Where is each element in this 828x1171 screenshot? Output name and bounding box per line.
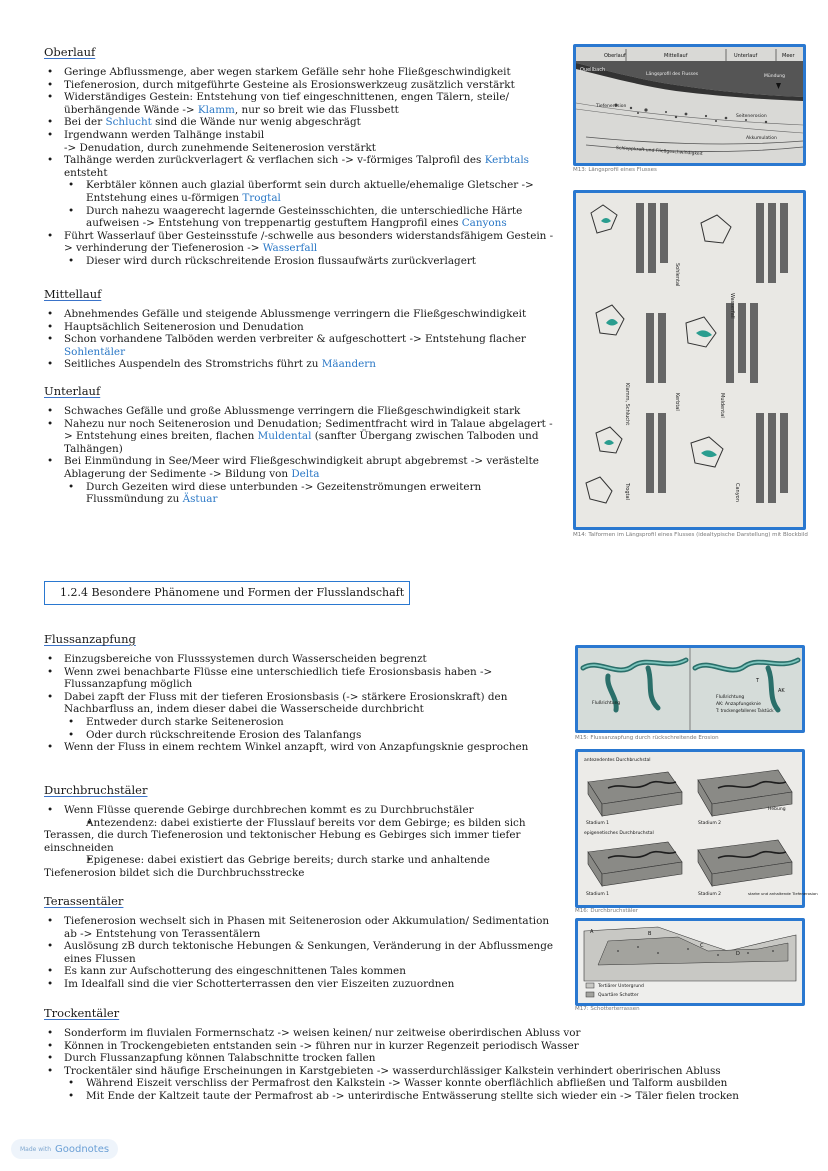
fig1-label-oberlauf: Oberlauf bbox=[604, 53, 626, 59]
fig1-label-schleppkraft: Schleppkraft und Fließgeschwindigkeit bbox=[615, 146, 703, 158]
list-item: • Geringe Abflussmenge, aber wegen starkem Gefälle sehr hohe Fließgeschwindigkeit bbox=[44, 66, 554, 79]
goodnotes-badge[interactable] bbox=[11, 1139, 118, 1159]
list-item: • Bei der Schlucht sind die Wände nur wenig abgeschrägt bbox=[44, 116, 554, 129]
figure-talformen bbox=[573, 190, 806, 530]
fig4-label-stadium1b: Stadium 1 bbox=[586, 892, 610, 897]
caption-m13: M13: Längsprofil eines Flusses bbox=[573, 167, 657, 173]
list-item: • Bei Einmündung in See/Meer wird Fließgeschwindigkeit abrupt abgebremst -> verästelte Ablagerung der Sedimente -> Bildung von Delta bbox=[44, 455, 554, 480]
list-item: • Durch Gezeiten wird diese unterbunden -> Gezeitenströmungen erweitern Flussmündung zu Ästuar bbox=[44, 481, 554, 506]
caption-m15: M15: Flussanzapfung durch rückschreitende Erosion bbox=[575, 735, 719, 741]
fig5-label-b: B bbox=[648, 931, 652, 937]
list-item: • Können in Trockengebieten entstanden sein -> führen nur in kurzer Regenzeit periodisch Wasser bbox=[44, 1040, 814, 1053]
caption-m14: M14: Talformen im Längsprofil eines Flusses (idealtypische Darstellung) mit Blockbild bbox=[573, 532, 808, 538]
fig2-label-muldental: Muldental bbox=[719, 393, 725, 418]
section-flussanzapfung bbox=[44, 632, 554, 754]
fig1-label-akkumulation: Akkumulation bbox=[746, 136, 777, 141]
fig5-label-tertiaer: Tertiärer Untergrund bbox=[598, 984, 644, 989]
fig5-label-d: D bbox=[736, 951, 740, 957]
list-item: • Hauptsächlich Seitenerosion und Denudation bbox=[44, 321, 554, 334]
fig4-label-hebung: Hebung bbox=[768, 807, 786, 812]
section-oberlauf bbox=[44, 45, 554, 268]
heading-oberlauf: Oberlauf bbox=[44, 45, 96, 59]
list-item: • Irgendwann werden Talhänge instabil bbox=[44, 129, 554, 142]
list-item: • Es kann zur Aufschotterung des eingeschnittenen Tales kommen bbox=[44, 965, 554, 978]
fig3-label-trocken: T: trockengefallenes Talstück bbox=[716, 708, 774, 713]
list-item: • Nahezu nur noch Seitenerosion und Denudation; Sedimentfracht wird in Talaue abgelagert -> Entstehung eines breiten, flachen Muldental (sanfter Übergang zwischen Talboden und Talhängen) bbox=[44, 418, 554, 456]
list-item: • Abnehmendes Gefälle und steigende Ablussmenge verringern die Fließgeschwindigkeit bbox=[44, 308, 554, 321]
fig3-label-t: T bbox=[756, 678, 760, 684]
heading-flussanzapfung: Flussanzapfung bbox=[44, 632, 136, 646]
fig3-label-ak: AK bbox=[778, 688, 785, 694]
caption-m16: M16: Durchbruchstäler bbox=[575, 908, 639, 914]
list-item: • Seitliches Auspendeln des Stromstrichs führt zu Mäandern bbox=[44, 358, 554, 371]
fig4-label-stadium1a: Stadium 1 bbox=[586, 821, 610, 826]
fig4-label-stadium2a: Stadium 2 bbox=[698, 821, 722, 826]
list-item: • Einzugsbereiche von Flusssystemen durch Wasserscheiden begrenzt bbox=[44, 653, 554, 666]
heading-unterlauf: Unterlauf bbox=[44, 384, 101, 398]
heading-durchbruchstaeler: Durchbruchstäler bbox=[44, 783, 148, 797]
durchbruchstaeler-diagram bbox=[578, 752, 818, 905]
heading-terassentaeler: Terassentäler bbox=[44, 894, 124, 908]
fig2-label-trogtal: Trogtal bbox=[624, 483, 630, 500]
section-unterlauf bbox=[44, 384, 554, 506]
list-item: • Im Idealfall sind die vier Schotterterrassen den vier Eiszeiten zuzuordnen bbox=[44, 978, 554, 991]
list-item: • Auslösung zB durch tektonische Hebungen & Senkungen, Veränderung in der Abflussmenge eines Flussen bbox=[44, 940, 554, 965]
list-item: • Schwaches Gefälle und große Ablussmenge verringern die Fließgeschwindigkeit stark bbox=[44, 405, 554, 418]
made-with-label: Made with bbox=[20, 1145, 51, 1153]
fig5-label-quartaer: Quartäre Schotter bbox=[598, 993, 639, 998]
fig2-label-canyon: Canyon bbox=[734, 483, 740, 502]
list-item: • Dabei zapft der Fluss mit der tieferen Erosionsbasis (-> stärkere Erosionskraft) den Nachbarfluss an, indem dieser dabei die Wasserscheide durchbricht bbox=[44, 691, 554, 716]
fig4-label-antezedent: antezedentes Durchbruchstal bbox=[584, 758, 651, 763]
figure-durchbruchstaeler bbox=[575, 749, 818, 908]
list-item: • Entweder durch starke Seitenerosion bbox=[44, 716, 554, 729]
fig1-label-muendung: Mündung bbox=[764, 74, 786, 79]
fig2-label-wasserfall: Wasserfall bbox=[729, 293, 735, 319]
list-item: • Wenn zwei benachbarte Flüsse eine unterschiedlich tiefe Erosionsbasis haben -> Flussanzapfung möglich bbox=[44, 666, 554, 691]
list-item: • Antezendenz: dabei existierte der Flusslauf bereits vor dem Gebirge; es bilden sich Terassen, die durch Tiefenerosion und tektonischer Hebung es Gebirges sich immer tiefer einschneiden bbox=[44, 817, 554, 855]
list-item: -> Denudation, durch zunehmende Seitenerosion verstärkt bbox=[64, 141, 376, 154]
fig3-label-anzapfungsknie: AK: Anzapfungsknie bbox=[716, 702, 761, 707]
section-title: 1.2.4 Besondere Phänomene und Formen der Flusslandschaft bbox=[60, 586, 405, 599]
goodnotes-brand: Goodnotes bbox=[55, 1143, 110, 1155]
fig3-label-flussrichtung-2: Flußrichtung bbox=[716, 695, 745, 700]
fig1-label-seitenerosion: Seitenerosion bbox=[736, 114, 767, 119]
figure-laengsprofil bbox=[573, 44, 806, 166]
list-item: • Widerständiges Gestein: Entstehung von tief eingeschnittenen, engen Tälern, steile/ überhängende Wände -> Klamm, nur so breit wie das Flussbett bbox=[44, 91, 554, 116]
list-item: • Talhänge werden zurückverlagert & verflachen sich -> v-förmiges Talprofil des Kerbtals entsteht bbox=[44, 154, 554, 179]
fig1-label-tiefenerosion: Tiefenerosion bbox=[596, 104, 627, 109]
fig4-label-stadium2b: Stadium 2 bbox=[698, 892, 722, 897]
list-item: • Trockentäler sind häufige Erscheinungen in Karstgebieten -> wasserdurchlässiger Kalkstein verhindert oberirischen Abluss bbox=[44, 1065, 814, 1078]
fig1-label-meer: Meer bbox=[782, 53, 795, 59]
fig4-label-tiefenerosion: starke und anhaltende Tiefenerosion bbox=[748, 891, 818, 896]
fig4-label-epigenetisch: epigenetisches Durchbruchstal bbox=[584, 831, 654, 836]
list-item: • Schon vorhandene Talböden werden verbreiter & aufgeschottert -> Entstehung flacher Sohlentäler bbox=[44, 333, 554, 358]
list-item: • Führt Wasserlauf über Gesteinsstufe /-schwelle aus besonders widerstandsfähigem Gestein -> verhinderung der Tiefenerosion -> Wasserfall bbox=[44, 230, 554, 255]
list-item: • Durch Flussanzapfung können Talabschnitte trocken fallen bbox=[44, 1052, 814, 1065]
flussanzapfung-diagram bbox=[578, 648, 802, 730]
caption-m17: M17: Schotterterrassen bbox=[575, 1006, 640, 1012]
fig2-label-sohlental: Sohlental bbox=[674, 263, 680, 287]
section-trockentaeler bbox=[44, 1006, 814, 1103]
fig2-label-kerbtal: Kerbtal bbox=[674, 393, 680, 411]
fig1-label-laengsprofil: Längsprofil des Flusses bbox=[646, 72, 699, 77]
heading-mittellauf: Mittellauf bbox=[44, 287, 102, 301]
fig1-label-unterlauf: Unterlauf bbox=[734, 53, 758, 59]
figure-schotterterrassen bbox=[575, 918, 805, 1006]
list-item: • Tiefenerosion, durch mitgeführte Gesteine als Erosionswerkzeug zusätzlich verstärkt bbox=[44, 79, 554, 92]
list-item: • Dieser wird durch rückschreitende Erosion flussaufwärts zurückverlagert bbox=[44, 255, 554, 268]
list-item: • Sonderform im fluvialen Formernschatz -> weisen keinen/ nur zeitweise oberirdischen Abluss vor bbox=[44, 1027, 814, 1040]
figure-flussanzapfung bbox=[575, 645, 805, 733]
fig1-label-quellbach: Quellbach bbox=[580, 67, 606, 73]
list-item: • Wenn Flüsse querende Gebirge durchbrechen kommt es zu Durchbruchstäler bbox=[44, 804, 554, 817]
list-item: • Wenn der Fluss in einem rechtem Winkel anzapft, wird von Anzapfungsknie gesprochen bbox=[44, 741, 554, 754]
fig3-label-flussrichtung-1: Flußrichtung bbox=[592, 701, 621, 706]
schotterterrassen-diagram bbox=[578, 921, 802, 1003]
section-mittellauf bbox=[44, 287, 554, 371]
list-item: • Tiefenerosion wechselt sich in Phasen mit Seitenerosion oder Akkumulation/ Sedimentation ab -> Entstehung von Terassentälern bbox=[44, 915, 554, 940]
fig1-label-mittellauf: Mittellauf bbox=[664, 53, 688, 59]
section-title-box bbox=[44, 581, 410, 605]
list-item: • Epigenese: dabei existiert das Gebrige bereits; durch starke und anhaltende Tiefenerosion bildet sich die Durchbruchsstrecke bbox=[44, 854, 554, 879]
section-terassentaeler bbox=[44, 894, 554, 991]
fig5-label-c: C bbox=[700, 943, 704, 949]
list-item: • Durch nahezu waagerecht lagernde Gesteinsschichten, die unterschiedliche Härte aufweisen -> Entstehung von treppenartig gestuftem Hangprofil eines Canyons bbox=[44, 205, 554, 230]
fig5-label-a: A bbox=[590, 929, 594, 935]
list-item: • Mit Ende der Kaltzeit taute der Permafrost ab -> unterirdische Entwässerung stellte sich wieder ein -> Täler fielen trocken bbox=[44, 1090, 814, 1103]
laengsprofil-diagram bbox=[576, 47, 803, 163]
heading-trockentaeler: Trockentäler bbox=[44, 1006, 120, 1020]
list-item: • Kerbtäler können auch glazial überformt sein durch aktuelle/ehemalige Gletscher -> Entstehung eines u-förmigen Trogtal bbox=[44, 179, 554, 204]
section-durchbruchstaeler bbox=[44, 783, 554, 880]
list-item: • Während Eiszeit verschliss der Permafrost den Kalkstein -> Wasser konnte oberflächlich abfließen und Talform ausbilden bbox=[44, 1077, 814, 1090]
list-item: • Oder durch rückschreitende Erosion des Talanfangs bbox=[44, 729, 554, 742]
talformen-diagram bbox=[576, 193, 803, 527]
fig2-label-klamm: Klamm, Schlucht bbox=[624, 383, 630, 426]
